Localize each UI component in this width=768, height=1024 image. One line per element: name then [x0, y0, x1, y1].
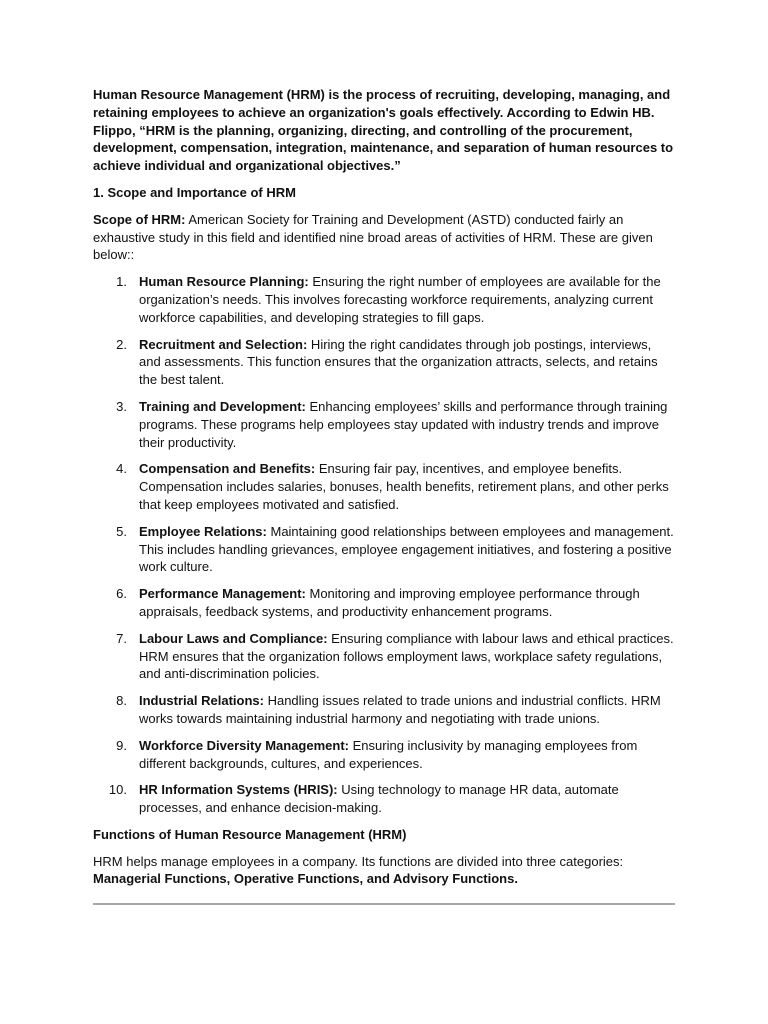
section-heading-functions: Functions of Human Resource Management (HRM)	[93, 826, 407, 842]
list-text: Enhancing employees’ skills and performance through training programs. These programs help employees stay updated with industry trends and improve their productivity.	[139, 398, 668, 450]
list-item	[93, 585, 675, 621]
list-number: 3.	[116, 398, 127, 414]
list-number: 9.	[116, 737, 127, 753]
functions-text: HRM helps manage employees in a company. Its functions are divided into three categories:	[93, 853, 624, 869]
list-item	[93, 630, 675, 683]
list-term: Human Resource Planning:	[139, 274, 309, 290]
list-number: 2.	[116, 336, 127, 352]
list-number: 7.	[116, 630, 127, 646]
list-number: 6.	[116, 586, 127, 602]
list-text: Ensuring compliance with labour laws and ethical practices. HRM ensures that the organization follows employment laws, workplace safety regulations, and anti-discrimination policies.	[139, 630, 674, 682]
scope-label: Scope of HRM:	[93, 211, 186, 227]
list-term: Industrial Relations:	[139, 693, 264, 709]
list-term: Recruitment and Selection:	[139, 336, 308, 352]
list-term: Performance Management:	[139, 586, 306, 602]
list-number: 10.	[108, 782, 127, 798]
list-number: 5.	[116, 523, 127, 539]
scope-text: American Society for Training and Development (ASTD) conducted fairly an exhaustive study in this field and identified nine broad areas of activities of HRM. These are given below::	[93, 211, 653, 263]
list-text: Maintaining good relationships between employees and management. This includes handling grievances, employee engagement initiatives, and fostering a positive work culture.	[139, 523, 674, 575]
list-number: 8.	[116, 693, 127, 709]
list-text: Monitoring and improving employee performance through appraisals, feedback systems, and productivity enhancement programs.	[139, 586, 640, 619]
list-item	[93, 692, 675, 728]
list-text: Ensuring inclusivity by managing employees from different backgrounds, cultures, and experiences.	[139, 737, 638, 771]
list-term: Employee Relations:	[139, 523, 267, 539]
list-text: Using technology to manage HR data, automate processes, and enhance decision-making.	[139, 782, 619, 816]
list-item	[93, 737, 675, 773]
list-item	[93, 781, 675, 817]
list-text: Ensuring the right number of employees are available for the organization’s needs. This involves forecasting workforce requirements, analyzing current workforce capabilities, and developing strategies to fill gaps.	[139, 274, 661, 325]
list-number: 1.	[116, 274, 127, 290]
list-text: Ensuring fair pay, incentives, and employee benefits. Compensation includes salaries, bonuses, health benefits, retirement plans, and other perks that keep employees motivated and satisfied.	[139, 461, 669, 512]
list-text: Handling issues related to trade unions and industrial conflicts. HRM works towards maintaining industrial harmony and negotiating with trade unions.	[139, 693, 661, 726]
list-text: Hiring the right candidates through job postings, interviews, and assessments. This function ensures that the organization attracts, selects, and retains the best talent.	[139, 336, 658, 388]
scope-list	[93, 273, 675, 817]
list-item	[93, 273, 675, 326]
list-item	[93, 398, 675, 451]
list-item	[93, 460, 675, 513]
scope-paragraph	[93, 211, 675, 264]
list-term: Workforce Diversity Management:	[139, 737, 349, 753]
list-number: 4.	[116, 461, 127, 477]
section-heading-scope: 1. Scope and Importance of HRM	[93, 184, 296, 200]
list-term: Training and Development:	[139, 398, 306, 414]
list-item	[93, 523, 675, 576]
document-body	[93, 86, 675, 897]
intro-paragraph: Human Resource Management (HRM) is the process of recruiting, developing, managing, and retaining employees to achieve an organization's goals effectively. According to Edwin HB. Flippo, “HRM is the planning, organizing, directing, and controlling of the procurement, development, compensation, integration, maintenance, and separation of human resources to achieve individual and organizational objectives.”	[93, 87, 674, 174]
list-term: Compensation and Benefits:	[139, 461, 316, 477]
functions-categories: Managerial Functions, Operative Functions, and Advisory Functions.	[93, 871, 518, 887]
functions-paragraph	[93, 853, 675, 889]
list-term: HR Information Systems (HRIS):	[139, 782, 338, 798]
horizontal-rule	[93, 903, 675, 905]
list-item	[93, 336, 675, 389]
list-term: Labour Laws and Compliance:	[139, 630, 328, 646]
